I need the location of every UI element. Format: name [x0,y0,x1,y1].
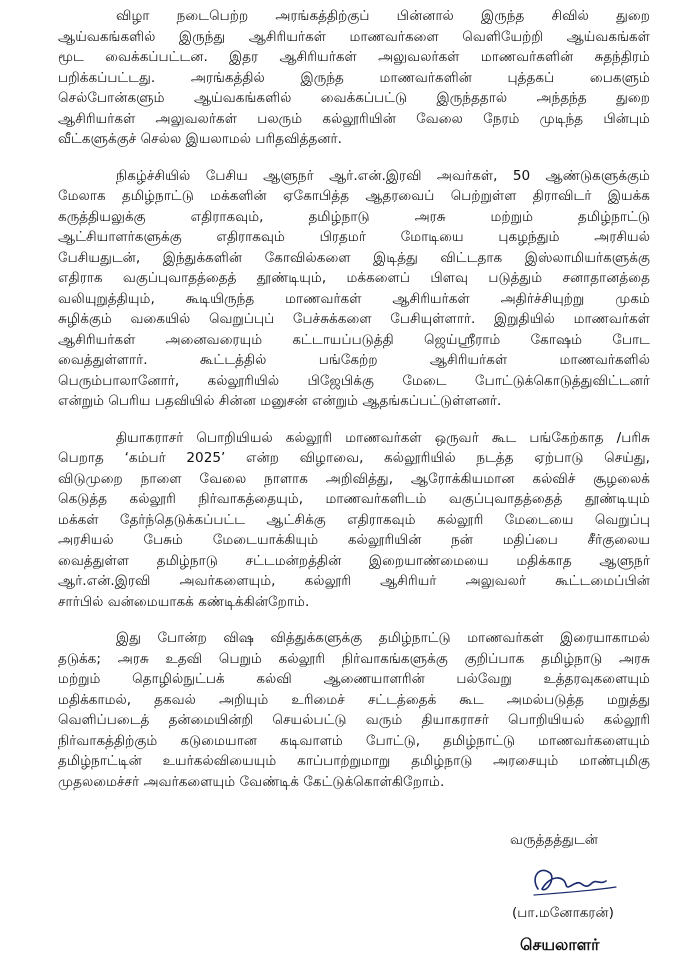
text-line: என்றும் பெரிய பதவியில் சின்ன மனுசன் என்றும் ஆதங்கப்பட்டுள்ளனர். [58,393,502,409]
text-line: தியாகராசர் பொறியியல் கல்லூரி மாணவர்கள் ஒருவர் கூட பங்கேற்காத /பரிசு [116,429,650,446]
text-line: மற்றும் தொழில்நுட்பக் கல்வி ஆணையாளரின் பல்வேறு உத்தரவுகளையும் [58,671,650,687]
text-line: மதிக்காமல், தகவல் அறியும் உரிமைச் சட்டத்தைக் கூட அமல்படுத்த மறுத்து [58,691,650,708]
paragraph-condemnation [58,428,650,613]
text-line: ஆட்சியாளர்களுக்கு எதிராகவும் பிரதமர் மோடியை புகழந்தும் அரசியல் [58,229,650,245]
text-line: சுழிக்கும் வகையில் வெறுப்புப் பேச்சுக்களை பேசியுள்ளார். இறுதியில் மாணவர்கள் [58,311,650,327]
text-line: ஆசிரியர்கள் அலுவலர்கள் பலரும் கல்லூரியின் வேலை நேரம் முடிந்த பின்பும் [58,110,650,127]
paragraph-request [58,628,650,792]
signatory-title: செயலாளர் [520,935,600,954]
text-line: ஆய்வகங்களில் இருந்து ஆசிரியர்கள் மாணவர்களை வெளியேற்றி ஆய்வகங்கள் [58,28,650,45]
paragraph-governor-speech [58,166,650,412]
text-line: வலியுறுத்தியும், கூடியிருந்த மாணவர்கள் ஆசிரியர்கள் அதிர்ச்சியுற்று முகம் [58,290,650,307]
text-line: வைத்துள்ள தமிழ்நாடு சட்டமன்றத்தின் இறையாண்மையை மதிக்காத ஆளுநர் [58,552,650,569]
text-line: செல்போன்களும் ஆய்வகங்களில் வைக்கப்பட்டு இருந்ததால் அந்தந்த துறை [58,90,650,106]
text-line: சார்பில் வன்மையாகக் கண்டிக்கின்றோம். [58,593,310,610]
text-line: பெரும்பாலானோர், கல்லூரியில் பிஜேபிக்கு மேடை போட்டுக்கொடுத்துவிட்டனர் [58,372,650,389]
text-line: மக்கள் தேர்ந்தெடுக்கப்பட்ட ஆட்சிக்கு எதிராகவும் கல்லூரி மேடையை வெறுப்பு [58,511,650,528]
text-line: வைத்துள்ளார். கூட்டத்தில் பங்கேற்ற ஆசிரியர்கள் மாணவர்களில் [58,352,650,368]
text-line: பறிக்கப்பட்டது. அரங்கத்தில் இருந்த மாணவர்களின் புத்தகப் பைகளும் [58,69,650,86]
text-line: தமிழ்நாட்டின் உயர்கல்வியையும் காப்பாற்றுமாறு தமிழ்நாடு அரசையும் மாண்புமிகு [58,753,650,769]
text-line: மூட வைக்கப்பட்டன. இதர ஆசிரியர்கள் அலுவலர்கள் மாணவர்களின் சுதந்திரம் [58,49,650,65]
text-line: நிகழ்ச்சியில் பேசிய ஆளுநர் ஆர்.என்.இரவி அவர்கள், 50 ஆண்டுகளுக்கும் [116,167,650,184]
text-line: இது போன்ற விஷ வித்துக்களுக்கு தமிழ்நாட்டு மாணவர்கள் இரையாகாமல் [116,630,650,646]
text-line: முதலமைச்சர் அவர்களையும் வேண்டிக் கேட்டுக்கொள்கிறோம். [58,773,445,790]
text-line: விழா நடைபெற்ற அரங்கத்திற்குப் பின்னால் இருந்த சிவில் துறை [116,8,650,24]
text-line: வெளிப்படைத் தன்மையின்றி செயல்பட்டு வரும் தியாகராசர் பொறியியல் கல்லூரி [58,712,650,728]
text-line: ஆர்.என்.இரவி அவர்களையும், கல்லூரி ஆசிரியர் அலுவலர் கூட்டமைப்பின் [58,573,650,589]
text-line: நிர்வாகத்திற்கும் கடுமையான கடிவாளம் போட்டு, தமிழ்நாட்டு மாணவர்களையும் [58,732,650,749]
text-line: எதிராக வகுப்புவாதத்தைத் தூண்டியும், மக்களைப் பிளவு படுத்தும் சனாதானத்தை [58,270,650,286]
text-line: கருத்தியலுக்கு எதிராகவும், தமிழ்நாடு அரசு மற்றும் தமிழ்நாட்டு [58,208,650,225]
text-line: ஆசிரியர்கள் அனைவரையும் கட்டாயப்படுத்தி ஜெய்ஸ்ரீராம் கோஷம் போட [58,331,650,348]
signature-image [520,855,640,907]
paragraph-lab-closure [58,6,650,150]
text-line: கெடுத்த கல்லூரி நிர்வாகத்தையும், மாணவர்களிடம் வகுப்புவாதத்தைத் தூண்டியும் [58,491,650,507]
text-line: மேலாக தமிழ்நாட்டு மக்களின் ஏகோபித்த ஆதரவைப் பெற்றுள்ள திராவிடர் இயக்க [58,188,650,204]
text-line: வீட்களுக்குச் செல்ல இயலாமல் பரிதவித்தனர். [58,131,342,147]
text-line: பேசியதுடன், இந்துக்களின் கோவில்களை இடித்து விட்டதாக இஸ்லாமியர்களுக்கு [58,249,650,266]
text-line: விடுமுறை நாளை வேலை நாளாக அறிவித்து, ஆரோக்கியமான கல்விச் சூழலைக் [58,470,650,487]
text-line: அரசியல் பேசும் மேடையாக்கியும் கல்லூரியின் நன் மதிப்பை சீர்குலைய [58,532,650,548]
text-line: பெறாத ‘கம்பர் 2025’ என்ற விழாவை, கல்லூரியில் நடத்த ஏற்பாடு செய்து, [58,450,650,466]
text-line: தடுக்க; அரசு உதவி பெறும் கல்லூரி நிர்வாகங்களுக்கு குறிப்பாக தமிழ்நாடு அரசு [58,650,650,667]
signatory-name: (பா.மனோகரன்) [512,905,614,921]
closing-phrase: வருத்தத்துடன் [510,832,598,848]
